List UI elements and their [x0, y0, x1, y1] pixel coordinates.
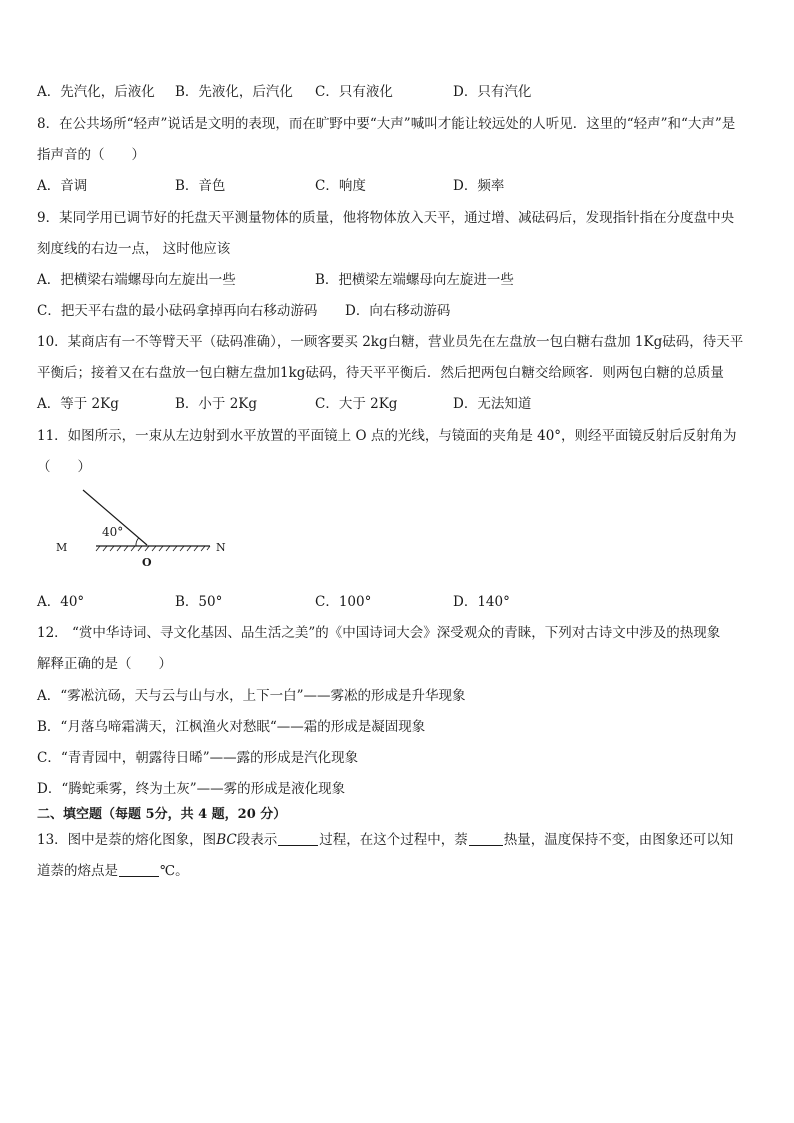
- mirror-label-m: M: [56, 541, 68, 554]
- mirror-hatching: [96, 546, 210, 551]
- q11-stem-line2: （ ）: [37, 459, 91, 475]
- q10-option-a: A．等于 2Kg: [37, 396, 119, 412]
- q12-option-d: D．“腾蛇乘雾，终为土灰”——雾的形成是液化现象: [37, 781, 346, 797]
- q9-option-d: D．向右移动游码: [345, 303, 451, 319]
- q7-option-c: C．只有液化: [315, 84, 393, 100]
- q13-text-3: 过程，在这个过程中，萘: [319, 832, 468, 848]
- angle-label: 40°: [102, 525, 124, 539]
- q10-option-b: B．小于 2Kg: [175, 396, 258, 412]
- q9-option-b: B．把横梁左端螺母向左旋进一些: [315, 272, 514, 288]
- q8-option-d: D．频率: [453, 178, 505, 194]
- q10-option-d: D．无法知道: [453, 396, 532, 412]
- mirror-reflection-figure: [50, 482, 240, 574]
- q8-option-b: B．音色: [175, 178, 226, 194]
- q13-text-1: 13．图中是萘的熔化图象，图: [37, 832, 217, 848]
- q12-stem-line1: 12． “赏中华诗词、寻文化基因、品生活之美”的《中国诗词大会》深受观众的青睐，下列对古诗文中涉及的热现象: [37, 625, 721, 641]
- q11-option-b: B．50°: [175, 594, 223, 610]
- q13-blank-1[interactable]: [278, 831, 318, 846]
- q13-stem-line1: [37, 830, 733, 850]
- q10-stem-line2: 平衡后；接着又在右盘放一包白糖左盘加1kg砝码，待天平平衡后．然后把两包白糖交给顾客．则两包白糖的总质量: [37, 365, 724, 381]
- q10-option-c: C．大于 2Kg: [315, 396, 398, 412]
- q9-stem-line2: 刻度线的右边一点， 这时他应该: [37, 241, 231, 257]
- q13-stem-line2: [37, 861, 189, 881]
- q8-stem-line2: 指声音的（ ）: [37, 147, 145, 163]
- q13-text-4: 热量，温度保持不变，由图象还可以知: [503, 832, 734, 848]
- q13-segment-bc: BC: [216, 832, 237, 848]
- q11-stem-line1: 11．如图所示，一束从左边射到水平放置的平面镜上 O 点的光线，与镜面的夹角是 40°，则经平面镜反射后反射角为: [37, 428, 737, 444]
- q11-option-c: C．100°: [315, 594, 372, 610]
- q13-blank-2[interactable]: [469, 831, 503, 846]
- q13-text-5: 道萘的熔点是: [37, 863, 118, 879]
- q13-text-6: ℃。: [160, 863, 189, 879]
- q9-option-a: A．把横梁右端螺母向左旋出一些: [37, 272, 236, 288]
- angle-arc: [136, 538, 139, 546]
- q12-option-b: B．“月落乌啼霜满天，江枫渔火对愁眠“——霜的形成是凝固现象: [37, 719, 426, 735]
- q8-option-a: A．音调: [37, 178, 88, 194]
- section-heading-fill-in: 二、填空题（每题 5分，共 4 题，20 分）: [37, 807, 287, 822]
- q7-option-a: A．先汽化，后液化: [37, 84, 155, 100]
- q7-option-d: D．只有汽化: [453, 84, 532, 100]
- q9-option-c: C．把天平右盘的最小砝码拿掉再向右移动游码: [37, 303, 318, 319]
- q10-stem-line1: 10．某商店有一不等臂天平（砝码准确），一顾客要买 2kg白糖，营业员先在左盘放一包白糖右盘加 1Kg砝码，待天平: [37, 334, 744, 350]
- mirror-label-n: N: [216, 541, 226, 554]
- q11-option-a: A．40°: [37, 594, 85, 610]
- q7-option-b: B．先液化，后汽化: [175, 84, 293, 100]
- point-label-o: O: [142, 556, 152, 569]
- q12-option-c: C．“青青园中，朝露待日晞”——露的形成是汽化现象: [37, 750, 359, 766]
- q12-stem-line2: 解释正确的是（ ）: [37, 656, 172, 672]
- q11-option-d: D．140°: [453, 594, 510, 610]
- q8-option-c: C．响度: [315, 178, 366, 194]
- q9-stem-line1: 9．某同学用已调节好的托盘天平测量物体的质量，他将物体放入天平，通过增、减砝码后，发现指针指在分度盘中央: [37, 210, 735, 226]
- q12-option-a: A．“雾凇沆砀，天与云与山与水，上下一白”——雾凇的形成是升华现象: [37, 688, 466, 704]
- q8-stem-line1: 8．在公共场所“轻声”说话是文明的表现，而在旷野中要“大声”喊叫才能让较远处的人听见．这里的“轻声”和“大声”是: [37, 116, 736, 132]
- q13-blank-3[interactable]: [119, 862, 159, 877]
- q13-text-2: 段表示: [236, 832, 278, 848]
